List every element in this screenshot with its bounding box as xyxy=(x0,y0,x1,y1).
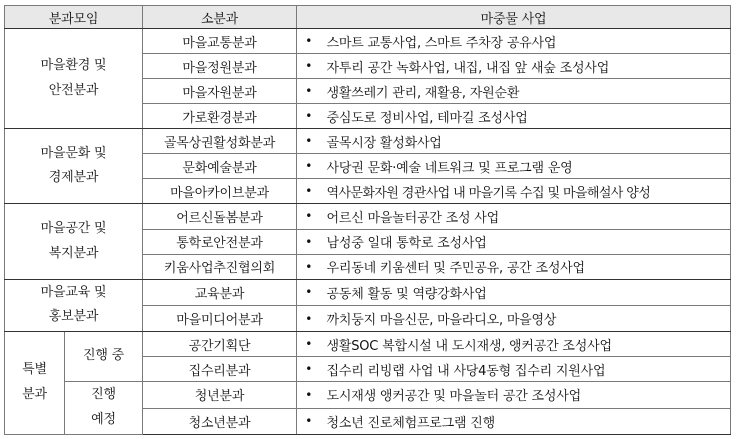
sub-group-cell: 마을교통분과 xyxy=(143,29,297,54)
bullet-icon: • xyxy=(297,382,321,408)
sub-group-cell: 청년분과 xyxy=(143,382,297,408)
sub-group-cell: 어르신돌봄분과 xyxy=(143,204,297,229)
bullet-icon: • xyxy=(297,54,321,79)
bullet-icon: • xyxy=(297,229,321,254)
header-sub: 소분과 xyxy=(143,6,297,29)
bullet-icon: • xyxy=(297,129,321,154)
bullet-icon: • xyxy=(297,305,321,331)
group-culture xyxy=(5,129,143,204)
sub-group-cell: 문화예술분과 xyxy=(143,154,297,179)
project-cell: 생활SOC 복합시설 내 도시재생, 앵커공간 조성사업 xyxy=(321,332,731,357)
bullet-icon: • xyxy=(297,332,321,357)
project-cell: 생활쓰레기 관리, 재활용, 자원순환 xyxy=(321,79,731,104)
sub-group-cell: 교육분과 xyxy=(143,279,297,305)
header-group: 분과모임 xyxy=(5,6,143,29)
status-label: 예정 xyxy=(91,412,116,428)
table-row xyxy=(5,29,731,54)
status-label: 진행 xyxy=(91,387,116,403)
bullet-icon: • xyxy=(297,408,321,434)
group-label: 분과 xyxy=(22,387,47,403)
group-label: 특별 xyxy=(22,362,47,378)
group-edu xyxy=(5,279,143,332)
project-cell: 사당권 문화·예술 네트워크 및 프로그램 운영 xyxy=(321,154,731,179)
bullet-icon: • xyxy=(297,279,321,305)
bullet-icon: • xyxy=(297,154,321,179)
group-label: 복지분과 xyxy=(48,245,99,261)
sub-group-cell: 골목상권활성화분과 xyxy=(143,129,297,154)
sub-group-cell: 키움사업추진협의회 xyxy=(143,254,297,279)
group-label: 안전분과 xyxy=(48,82,99,98)
group-space xyxy=(5,204,143,279)
table-header-row xyxy=(5,6,731,29)
header-projects: 마중물 사업 xyxy=(297,6,731,29)
sub-group-cell: 통학로안전분과 xyxy=(143,229,297,254)
sub-group-cell: 가로환경분과 xyxy=(143,104,297,129)
project-table xyxy=(4,5,731,435)
group-special xyxy=(5,332,65,435)
status-planned xyxy=(65,382,143,435)
project-cell: 중심도로 정비사업, 테마길 조성사업 xyxy=(321,104,731,129)
bullet-icon: • xyxy=(297,254,321,279)
project-cell: 역사문화자원 경관사업 내 마을기록 수집 및 마을해설사 양성 xyxy=(321,179,731,204)
project-cell: 남성중 일대 통학로 조성사업 xyxy=(321,229,731,254)
sub-group-cell: 청소년분과 xyxy=(143,408,297,434)
bullet-icon: • xyxy=(297,104,321,129)
bullet-icon: • xyxy=(297,204,321,229)
bullet-icon: • xyxy=(297,179,321,204)
sub-group-cell: 마을정원분과 xyxy=(143,54,297,79)
group-label: 마을환경 및 xyxy=(40,57,107,73)
sub-group-cell: 공간기획단 xyxy=(143,332,297,357)
project-cell: 청소년 진로체험프로그램 진행 xyxy=(321,408,731,434)
project-cell: 도시재생 앵커공간 및 마을놀터 공간 조성사업 xyxy=(321,382,731,408)
bullet-icon: • xyxy=(297,357,321,382)
project-cell: 집수리 리빙랩 사업 내 사당4동형 집수리 지원사업 xyxy=(321,357,731,382)
group-label: 마을공간 및 xyxy=(40,220,107,236)
sub-group-cell: 집수리분과 xyxy=(143,357,297,382)
project-cell: 공동체 활동 및 역량강화사업 xyxy=(321,279,731,305)
group-label: 마을교육 및 xyxy=(40,284,107,300)
table-row xyxy=(5,204,731,229)
project-cell: 어르신 마을놀터공간 조성 사업 xyxy=(321,204,731,229)
table-row xyxy=(5,382,731,408)
sub-group-cell: 마을아카이브분과 xyxy=(143,179,297,204)
table-row xyxy=(5,129,731,154)
project-cell: 까치둥지 마을신문, 마을라디오, 마을영상 xyxy=(321,305,731,331)
bullet-icon: • xyxy=(297,79,321,104)
table-row xyxy=(5,279,731,305)
sub-group-cell: 마을자원분과 xyxy=(143,79,297,104)
group-label: 홍보분과 xyxy=(48,309,99,325)
project-cell: 골목시장 활성화사업 xyxy=(321,129,731,154)
status-ongoing: 진행 중 xyxy=(65,332,143,382)
project-cell: 스마트 교통사업, 스마트 주차장 공유사업 xyxy=(321,29,731,54)
project-cell: 우리동네 키움센터 및 주민공유, 공간 조성사업 xyxy=(321,254,731,279)
group-label: 마을문화 및 xyxy=(40,145,107,161)
group-label: 경제분과 xyxy=(48,170,99,186)
project-cell: 자투리 공간 녹화사업, 내집, 내집 앞 새숲 조성사업 xyxy=(321,54,731,79)
bullet-icon: • xyxy=(297,29,321,54)
group-env xyxy=(5,29,143,129)
sub-group-cell: 마을미디어분과 xyxy=(143,305,297,331)
table-row xyxy=(5,332,731,357)
